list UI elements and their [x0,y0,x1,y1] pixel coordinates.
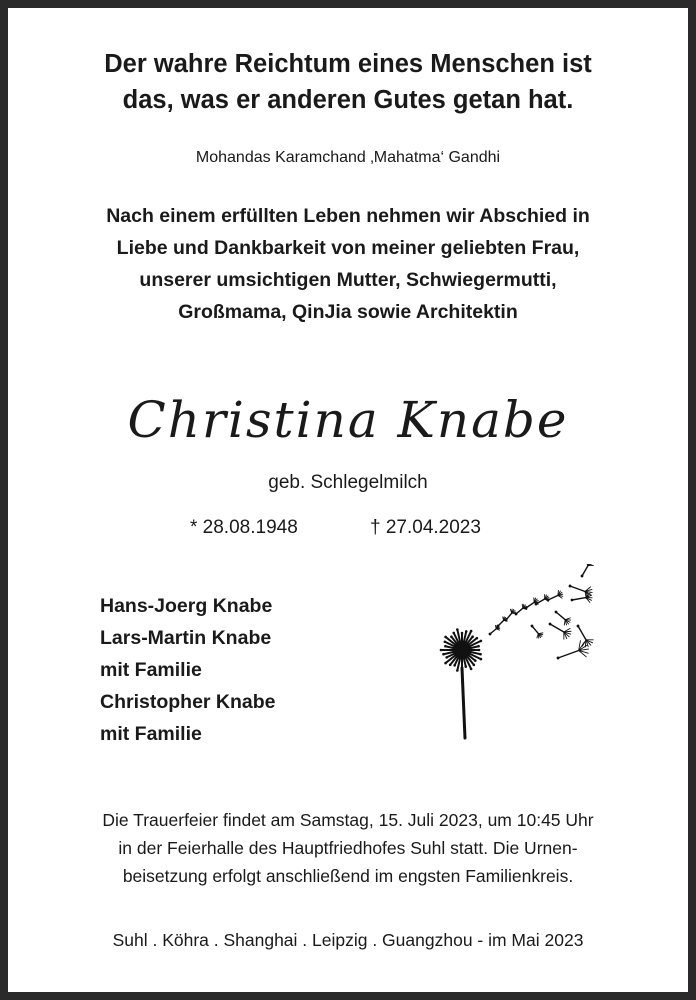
intro-text [8,200,688,328]
birth-date: * 28.08.1948 [190,517,298,538]
service-line: Die Trauerfeier findet am Samstag, 15. Juli 2023, um 10:45 Uhr [102,810,594,830]
deceased-name: Christina Knabe [127,391,569,449]
quote-line: Der wahre Reichtum eines Menschen ist [104,50,592,78]
service-line: beisetzung erfolgt anschließend im engsten Familienkreis. [122,866,574,886]
intro-line: Liebe und Dankbarkeit von meiner geliebten Frau, [116,237,580,259]
family-line: Lars-Martin Knabe [100,627,272,649]
footer-places: Suhl . Köhra . Shanghai . Leipzig . Guangzhou - im Mai 2023 [112,930,584,950]
family-line: mit Familie [100,659,202,681]
death-date: † 27.04.2023 [370,517,481,538]
family-list [100,590,276,750]
dandelion-icon [432,564,596,740]
quote-line: das, was er anderen Gutes getan hat. [122,86,574,114]
service-info [8,806,688,890]
family-line: Hans-Joerg Knabe [100,595,273,617]
intro-line: unserer umsichtigen Mutter, Schwiegermutti, [139,269,557,291]
intro-line: Nach einem erfüllten Leben nehmen wir Abschied in [106,205,590,227]
family-line: Christopher Knabe [100,691,276,713]
quote [8,46,688,118]
intro-line: Großmama, QinJia sowie Architektin [178,301,518,323]
service-line: in der Feierhalle des Hauptfriedhofes Suhl statt. Die Urnen- [118,838,578,858]
quote-author: Mohandas Karamchand ‚Mahatma‘ Gandhi [195,149,501,166]
family-line: mit Familie [100,723,202,745]
maiden-name: geb. Schlegelmilch [268,472,428,493]
obituary-card [8,8,688,992]
